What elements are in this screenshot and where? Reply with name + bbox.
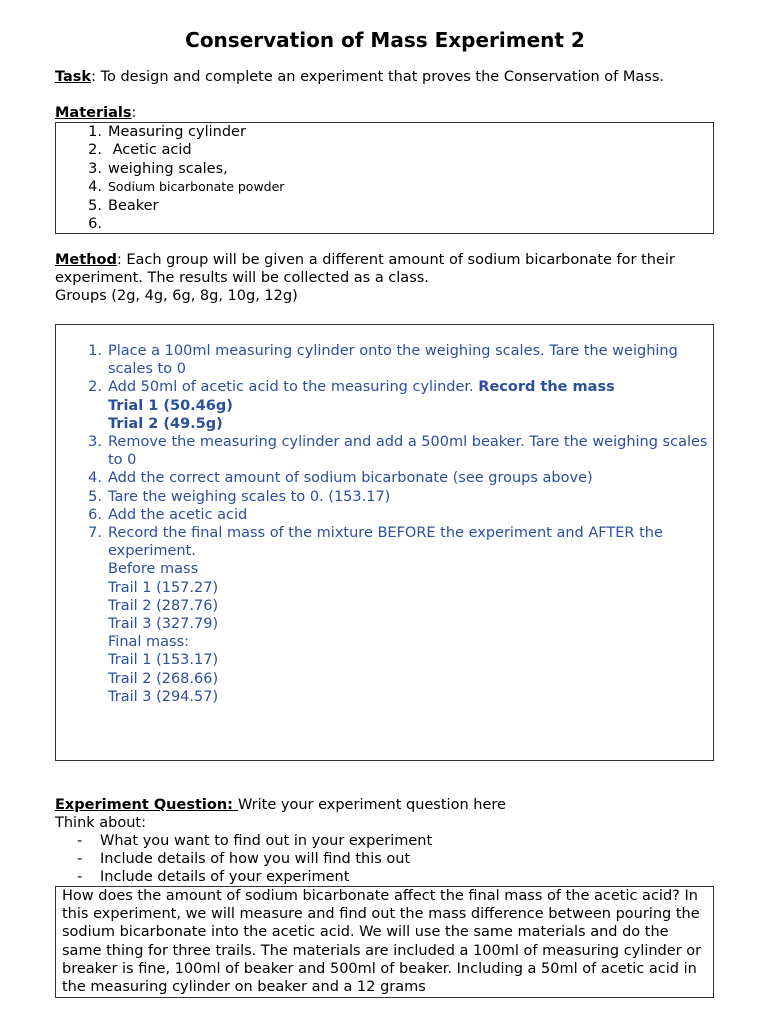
method-steps-box	[55, 324, 714, 761]
think-about-list	[55, 832, 715, 886]
list-item: 1. Place a 100ml measuring cylinder onto the weighing scales. Tare the weighing scales to 0	[88, 343, 678, 378]
task-line	[55, 68, 715, 86]
method-steps-list	[56, 342, 713, 706]
document-page	[55, 26, 715, 998]
task-label: Task	[55, 69, 92, 85]
question-prompt: Write your experiment question here	[238, 797, 506, 813]
list-item: - Include details of how you will find this out	[77, 851, 411, 867]
list-item: 6. Add the acetic acid	[88, 506, 248, 523]
think-about: Think about:	[55, 815, 146, 831]
materials-label: Materials	[55, 105, 132, 121]
question-label: Experiment Question:	[55, 797, 238, 813]
list-item: 4. Sodium bicarbonate powder	[88, 179, 285, 196]
page-title: Conservation of Mass Experiment 2	[185, 28, 585, 52]
method-paragraph	[55, 251, 715, 287]
answer-box[interactable]	[55, 886, 714, 998]
list-item: 4. Add the correct amount of sodium bicarbonate (see groups above)	[88, 470, 593, 487]
task-text: : To design and complete an experiment that proves the Conservation of Mass.	[91, 69, 664, 85]
materials-heading: Materials:	[55, 105, 137, 121]
list-item: 5. Beaker	[88, 197, 159, 214]
list-item: - What you want to find out in your experiment	[77, 833, 433, 849]
list-item: 3. Remove the measuring cylinder and add a 500ml beaker. Tare the weighing scales to 0	[88, 434, 708, 469]
question-heading	[55, 796, 715, 814]
materials-box	[55, 122, 714, 234]
list-item: 2. Add 50ml of acetic acid to the measuring cylinder. Record the mass Trial 1 (50.46g) Trial 2 (49.5g)	[88, 379, 615, 432]
list-item: 1. Measuring cylinder	[88, 124, 246, 140]
list-item: 5. Tare the weighing scales to 0. (153.17)	[88, 488, 391, 505]
list-item: - Include details of your experiment	[77, 869, 350, 885]
list-item: 2. Acetic acid	[88, 142, 192, 159]
answer-text: How does the amount of sodium bicarbonate affect the final mass of the acetic acid? In this experiment, we will measure and find out the mass difference between pouring the sodium bicarbonate into the acetic acid. We will use the same materials and do the same thing for three trails. The materials are included a 100ml of measuring cylinder or breaker is fine, 100ml of beaker and 500ml of beaker. Including a 50ml of acetic acid in the measuring cylinder on beaker and a 12 grams	[62, 888, 702, 996]
method-label: Method	[55, 252, 117, 268]
list-item: 7. Record the final mass of the mixture BEFORE the experiment and AFTER the experiment. Before mass Trail 1 (157.27) Trail 2 (287.76) Trail 3 (327.79) Final mass: Trail 1 (153.17) Trail 2 (268.66) Trail 3 (294.57)	[88, 525, 663, 705]
method-groups: Groups (2g, 4g, 6g, 8g, 10g, 12g)	[55, 288, 298, 304]
list-item: 3. weighing scales,	[88, 160, 228, 177]
materials-list: 1. Measuring cylinder 2. Acetic acid 3. weighing scales, 4. Sodium bicarbonate powder 5. Beaker 6.	[56, 123, 713, 215]
method-text: : Each group will be given a different amount of sodium bicarbonate for their experiment. The results will be collected as a class.	[55, 252, 675, 286]
